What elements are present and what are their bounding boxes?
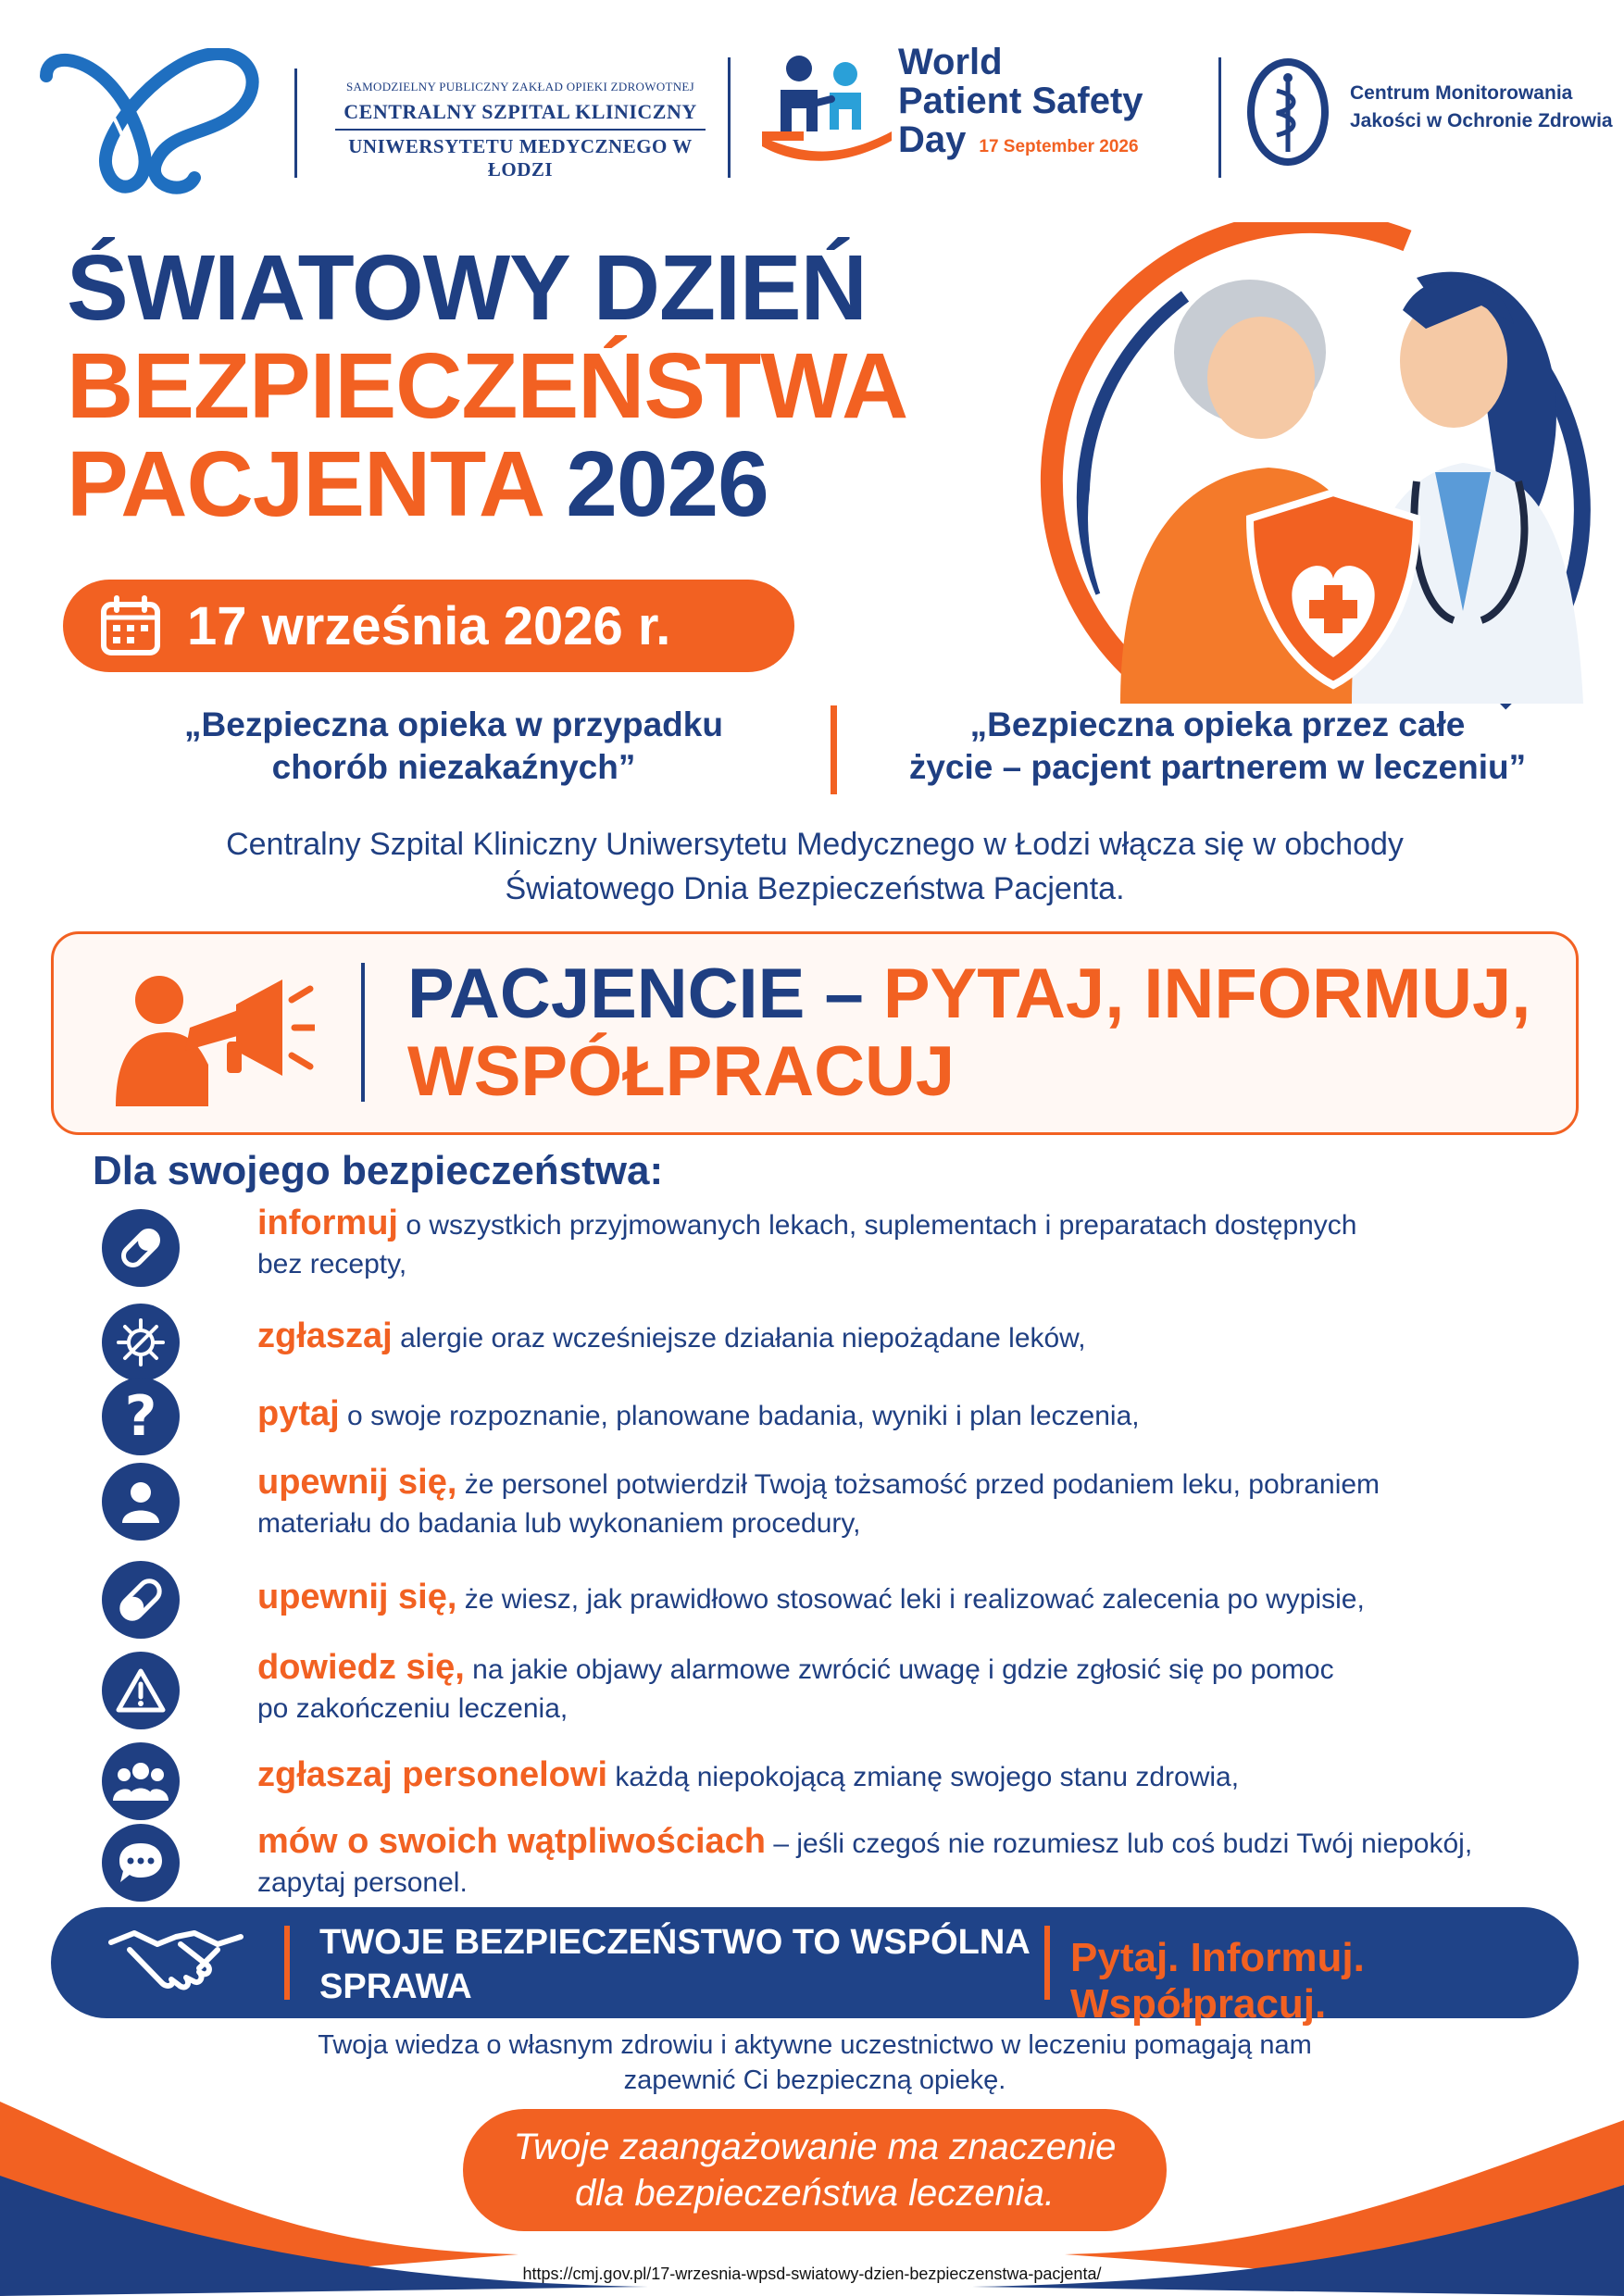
item-text-cont: bez recepty, xyxy=(257,1249,407,1279)
warning-icon xyxy=(102,1652,180,1729)
org-line-3: UNIWERSYTETU MEDYCZNEGO W ŁODZI xyxy=(348,135,693,181)
item-text: – jeśli czegoś nie rozumiesz lub coś budzi Twój niepokój, xyxy=(773,1828,1473,1859)
cmj-line-2: Jakości w Ochronie Zdrowia xyxy=(1350,110,1613,131)
hospital-name xyxy=(317,80,724,181)
item-text-cont: zapytaj personel. xyxy=(257,1867,468,1898)
handshake-icon xyxy=(106,1924,245,2002)
header-divider xyxy=(1218,57,1221,178)
banner-text-orange-2: WSPÓŁPRACUJ xyxy=(407,1032,956,1111)
title-line-1: ŚWIATOWY DZIEŃ xyxy=(67,236,867,340)
org-line-2: CENTRALNY SZPITAL KLINICZNY xyxy=(344,100,697,123)
item-text: na jakie objawy alarmowe zwrócić uwagę i gdzie zgłosić się po pomoc xyxy=(472,1654,1334,1685)
item-keyword: zgłaszaj personelowi xyxy=(257,1755,607,1794)
bar-title xyxy=(319,1920,1031,2009)
closing-line-2: dla bezpieczeństwa leczenia. xyxy=(574,2173,1056,2214)
quote-separator xyxy=(831,705,837,794)
patient-safety-people-icon xyxy=(757,48,896,168)
pill-icon xyxy=(102,1209,180,1287)
quote-left xyxy=(93,704,815,789)
bar-separator xyxy=(284,1926,290,2000)
main-title xyxy=(67,236,908,536)
item-text-cont: po zakończeniu leczenia, xyxy=(257,1693,568,1724)
header-divider xyxy=(728,57,731,178)
bottom-note-line-1: Twoja wiedza o własnym zdrowiu i aktywne uczestnictwo w leczeniu pomagają nam xyxy=(318,2030,1312,2060)
question-icon: ? xyxy=(102,1378,180,1455)
date-text: 17 września 2026 r. xyxy=(187,595,671,656)
title-year: 2026 xyxy=(566,432,768,536)
title-line-3-orange: PACJENTA xyxy=(67,432,542,536)
org-rule xyxy=(335,129,706,131)
quote-left-line-2: chorób niezakaźnych” xyxy=(271,748,636,786)
quote-left-line-1: „Bezpieczna opieka w przypadku xyxy=(184,705,723,743)
item-keyword: mów o swoich wątpliwościach xyxy=(257,1822,766,1861)
person-icon xyxy=(102,1463,180,1541)
banner-text-blue: PACJENCIE – xyxy=(407,955,864,1033)
item-keyword: pytaj xyxy=(257,1394,340,1433)
intro-text xyxy=(93,822,1537,911)
group-icon xyxy=(102,1742,180,1820)
org-line-1: SAMODZIELNY PUBLICZNY ZAKŁAD OPIEKI ZDROWOTNEJ xyxy=(345,80,695,94)
item-keyword: informuj xyxy=(257,1204,398,1242)
cmj-logo-icon xyxy=(1245,57,1330,167)
section-heading: Dla swojego bezpieczeństwa: xyxy=(93,1148,664,1193)
item-text: alergie oraz wcześniejsze działania niepożądane leków, xyxy=(400,1323,1086,1354)
header-divider xyxy=(294,69,297,178)
hospital-logo-icon xyxy=(37,48,269,196)
item-text: każdą niepokojącą zmianę swojego stanu zdrowia, xyxy=(615,1762,1240,1792)
item-text: że personel potwierdził Twoją tożsamość przed podaniem leku, pobraniem xyxy=(464,1469,1380,1500)
banner-text xyxy=(407,955,1530,1111)
wpsd-title xyxy=(898,43,1143,167)
quote-right-line-2: życie – pacjent partnerem w leczeniu” xyxy=(908,748,1527,786)
item-text: że wiesz, jak prawidłowo stosować leki i realizować zalecenia po wypisie, xyxy=(464,1584,1365,1615)
quote-right xyxy=(852,704,1583,789)
bottom-note xyxy=(185,2028,1444,2098)
source-url: https://cmj.gov.pl/17-wrzesnia-wpsd-swiatowy-dzien-bezpieczenstwa-pacjenta/ xyxy=(522,2265,1102,2283)
date-pill xyxy=(63,580,794,672)
closing-pill xyxy=(463,2109,1167,2231)
bar-slogan: Pytaj. Informuj. Współpracuj. xyxy=(1070,1935,1365,2027)
closing-line-1: Twoje zaangażowanie ma znaczenie xyxy=(513,2127,1117,2167)
wpsd-line-3: Day xyxy=(898,119,967,160)
cmj-line-1: Centrum Monitorowania xyxy=(1350,82,1573,104)
cmj-name xyxy=(1350,80,1613,135)
item-keyword: upewnij się, xyxy=(257,1463,457,1502)
bar-title-line-2: SPRAWA xyxy=(319,1967,472,2006)
calendar-icon xyxy=(100,595,161,656)
item-text: o wszystkich przyjmowanych lekach, suplementach i preparatach dostępnych xyxy=(406,1210,1357,1241)
quote-right-line-1: „Bezpieczna opieka przez całe xyxy=(969,705,1466,743)
allergy-icon xyxy=(102,1304,180,1381)
wpsd-date: 17 September 2026 xyxy=(979,137,1139,156)
bar-separator xyxy=(1044,1926,1050,2000)
item-text: o swoje rozpoznanie, planowane badania, wyniki i plan leczenia, xyxy=(347,1401,1140,1431)
title-line-2: BEZPIECZEŃSTWA xyxy=(67,334,908,438)
item-text-cont: materiału do badania lub wykonaniem procedury, xyxy=(257,1508,861,1539)
patient-doctor-illustration xyxy=(1018,222,1593,778)
bar-title-line-1: TWOJE BEZPIECZEŃSTWO TO WSPÓLNA xyxy=(319,1923,1031,1962)
banner-text-orange-1: PYTAJ, INFORMUJ, xyxy=(882,955,1531,1033)
banner-separator xyxy=(361,963,365,1102)
item-keyword: zgłaszaj xyxy=(257,1316,393,1355)
capsule-icon xyxy=(102,1561,180,1639)
wpsd-line-2: Patient Safety xyxy=(898,81,1143,121)
intro-line-1: Centralny Szpital Kliniczny Uniwersytetu Medycznego w Łodzi włącza się w obchody xyxy=(226,827,1404,862)
item-keyword: dowiedz się, xyxy=(257,1648,465,1687)
bottom-note-line-2: zapewnić Ci bezpieczną opiekę. xyxy=(623,2065,1006,2095)
wpsd-line-1: World xyxy=(898,42,1003,82)
intro-line-2: Światowego Dnia Bezpieczeństwa Pacjenta. xyxy=(505,871,1125,906)
item-keyword: upewnij się, xyxy=(257,1578,457,1616)
megaphone-person-icon xyxy=(102,963,315,1106)
chat-icon xyxy=(102,1824,180,1902)
